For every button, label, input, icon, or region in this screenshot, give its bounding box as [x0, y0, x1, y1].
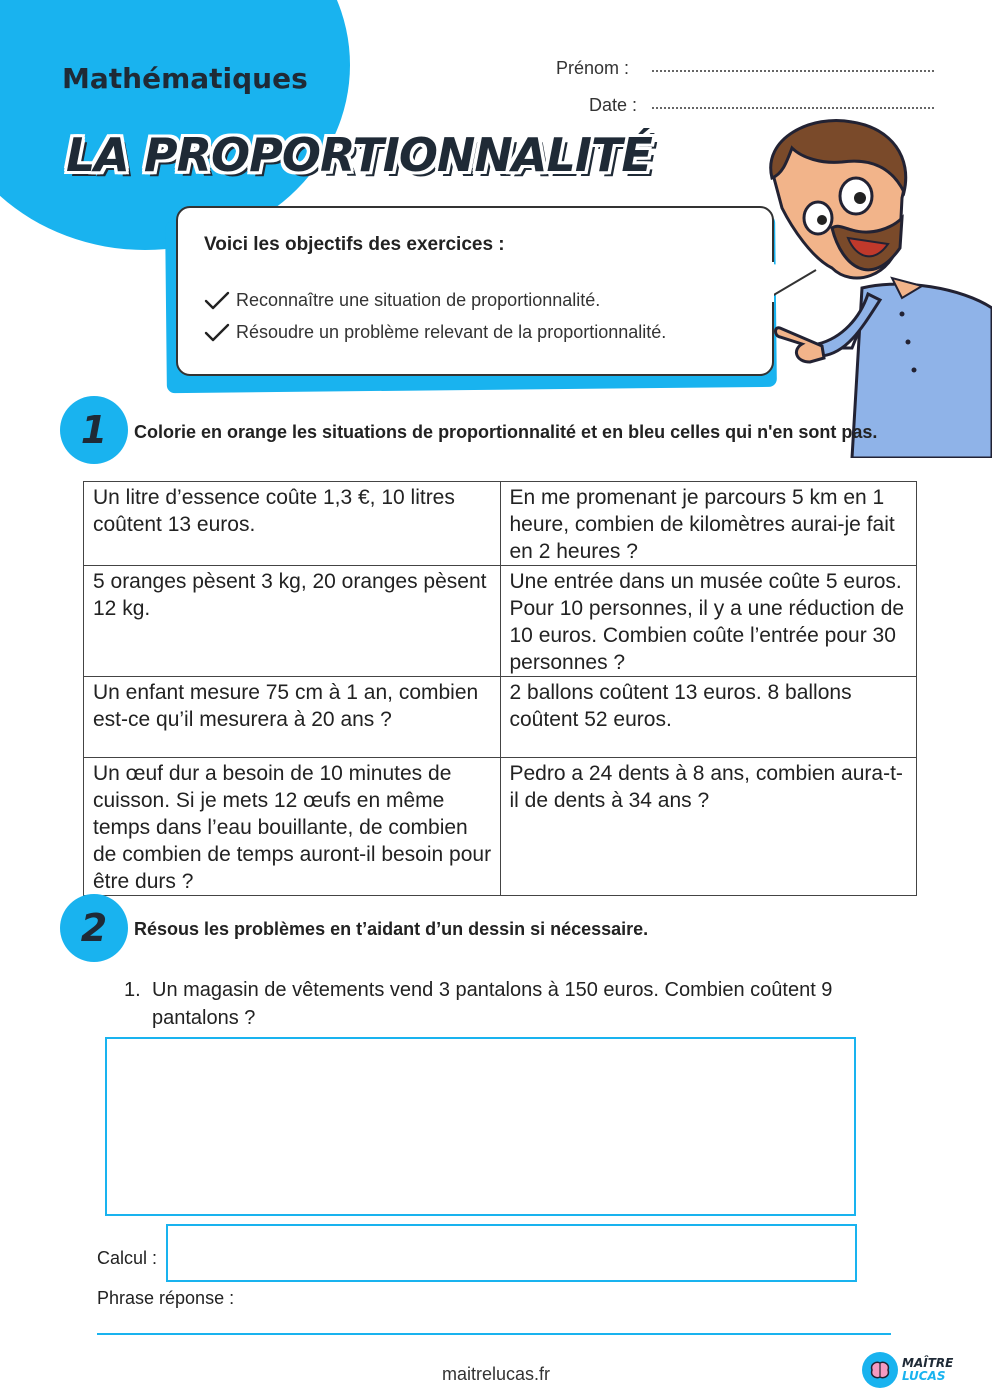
table-row: [84, 566, 917, 677]
table-row: [84, 677, 917, 758]
situation-cell[interactable]: En me promenant je parcours 5 km en 1 heure, combien de kilomètres aurai-je fait en 2 heures ?: [500, 482, 917, 566]
page-title: LA PROPORTIONNALITÉ: [66, 128, 652, 182]
situation-cell[interactable]: 5 oranges pèsent 3 kg, 20 oranges pèsent 12 kg.: [84, 566, 501, 677]
subject-label: Mathématiques: [62, 62, 308, 95]
first-name-field[interactable]: [556, 58, 629, 79]
exercise-1-instruction: Colorie en orange les situations de proportionnalité et en bleu celles qui n'en sont pas.: [134, 422, 878, 442]
check-icon: [204, 323, 230, 343]
first-name-label: Prénom :: [556, 58, 630, 78]
brand-name-line2: LUCAS: [902, 1369, 946, 1383]
answer-sentence-line[interactable]: [97, 1333, 891, 1335]
date-label: Date :: [589, 95, 638, 115]
exercise-2-instruction: Résous les problèmes en t’aidant d’un dessin si nécessaire.: [134, 919, 649, 939]
objectives-speech-bubble: [176, 206, 774, 376]
drawing-answer-box[interactable]: [105, 1037, 856, 1216]
problem-item: [124, 976, 884, 1032]
brand-name-line1: MAÎTRE: [902, 1356, 954, 1370]
situation-cell[interactable]: Un enfant mesure 75 cm à 1 an, combien est-ce qu’il mesurera à 20 ans ?: [84, 677, 501, 758]
situation-cell[interactable]: Un litre d’essence coûte 1,3 €, 10 litres coûtent 13 euros.: [84, 482, 501, 566]
exercise-1-number-badge: 1: [60, 396, 128, 464]
objectives-heading: Voici les objectifs des exercices :: [204, 234, 505, 255]
situation-cell[interactable]: 2 ballons coûtent 13 euros. 8 ballons coûtent 52 euros.: [500, 677, 917, 758]
problem-text: Un magasin de vêtements vend 3 pantalons à 150 euros. Combien coûtent 9 pantalons ?: [152, 979, 833, 1029]
date-field[interactable]: [589, 95, 637, 116]
brain-logo-icon: [862, 1352, 898, 1388]
date-dotted-line[interactable]: [652, 107, 934, 109]
teacher-illustration: [752, 118, 992, 458]
objective-item: [204, 290, 600, 311]
objective-text: Reconnaître une situation de proportionnalité.: [236, 290, 601, 310]
footer-site: maitrelucas.fr: [441, 1364, 551, 1384]
objective-item: [204, 322, 666, 343]
brand-logo: [862, 1352, 962, 1388]
situation-cell[interactable]: Pedro a 24 dents à 8 ans, combien aura-t-il de dents à 34 ans ?: [500, 758, 917, 896]
objective-text: Résoudre un problème relevant de la proportionnalité.: [236, 322, 667, 342]
calc-label: Calcul :: [97, 1248, 158, 1268]
situation-cell[interactable]: Un œuf dur a besoin de 10 minutes de cuisson. Si je mets 12 œufs en même temps dans l’eau bouillante, de combien de combien de temps auront-il besoin pour être durs ?: [84, 758, 501, 896]
check-icon: [204, 291, 230, 311]
answer-sentence-label: Phrase réponse :: [97, 1288, 235, 1308]
situation-cell[interactable]: Une entrée dans un musée coûte 5 euros. Pour 10 personnes, il y a une réduction de 10 euros. Combien coûte l’entrée pour 30 personnes ?: [500, 566, 917, 677]
exercise-2-number-badge: 2: [60, 894, 128, 962]
situations-table: [83, 481, 917, 896]
calc-answer-box[interactable]: [166, 1224, 857, 1282]
first-name-dotted-line[interactable]: [652, 70, 934, 72]
table-row: [84, 482, 917, 566]
table-row: [84, 758, 917, 896]
problem-number: 1.: [124, 979, 141, 1001]
